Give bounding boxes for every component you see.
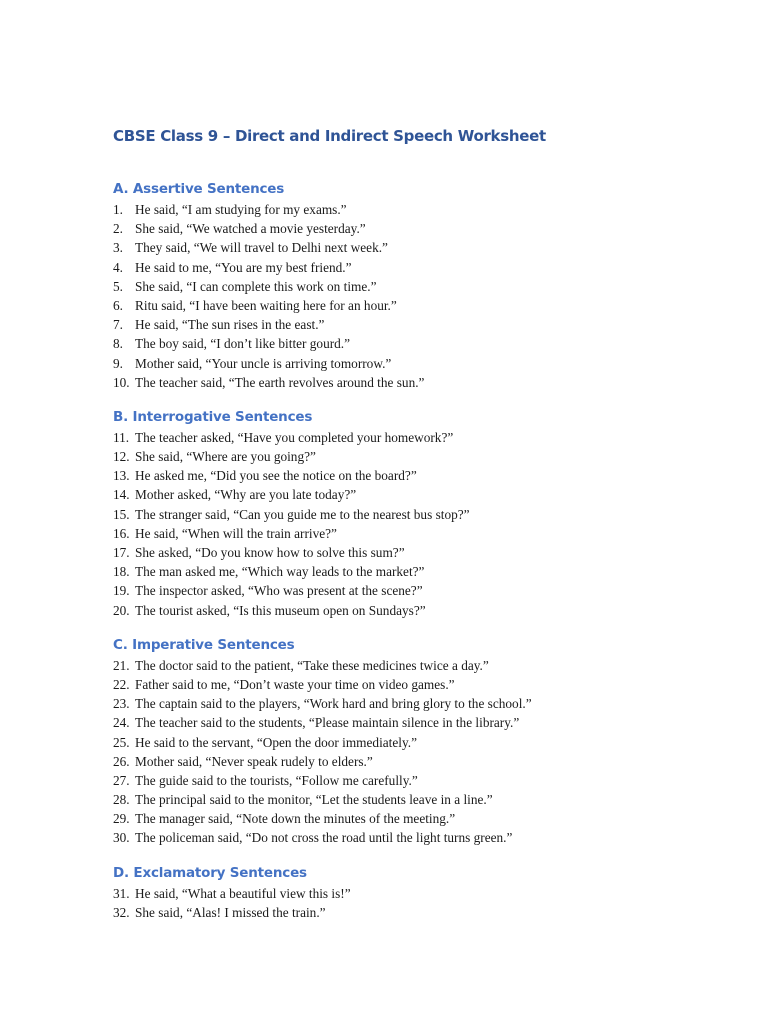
section-heading: A. Assertive Sentences — [113, 181, 285, 197]
item-sentence: She said, “Where are you going?” — [135, 449, 316, 465]
list-item — [113, 447, 743, 466]
list-item — [113, 771, 743, 790]
list-item — [113, 428, 743, 447]
item-number: 13. — [113, 468, 130, 484]
item-sentence: The teacher said to the students, “Please maintain silence in the library.” — [135, 715, 520, 731]
list-item — [113, 543, 743, 562]
list-item — [113, 277, 743, 296]
list-item — [113, 219, 743, 238]
item-sentence: The stranger said, “Can you guide me to the nearest bus stop?” — [135, 506, 470, 522]
list-item — [113, 694, 743, 713]
item-sentence: He asked me, “Did you see the notice on the board?” — [135, 468, 417, 484]
list-item — [113, 296, 743, 315]
item-number: 9. — [113, 355, 123, 371]
item-sentence: The policeman said, “Do not cross the road until the light turns green.” — [135, 830, 513, 846]
item-sentence: She said, “I can complete this work on time.” — [135, 278, 377, 294]
item-sentence: He said, “When will the train arrive?” — [135, 525, 337, 541]
item-number: 27. — [113, 772, 130, 788]
list-item — [113, 790, 743, 809]
item-number: 10. — [113, 374, 130, 390]
item-number: 16. — [113, 525, 130, 541]
list-item — [113, 373, 743, 392]
item-sentence: The teacher said, “The earth revolves around the sun.” — [135, 374, 425, 390]
list-item — [113, 315, 743, 334]
item-number: 32. — [113, 904, 130, 920]
item-sentence: They said, “We will travel to Delhi next week.” — [135, 240, 388, 256]
sentence-list — [113, 200, 743, 392]
item-sentence: The principal said to the monitor, “Let the students leave in a line.” — [135, 792, 493, 808]
section — [113, 862, 743, 922]
list-item — [113, 656, 743, 675]
list-item — [113, 485, 743, 504]
list-item — [113, 505, 743, 524]
item-number: 20. — [113, 602, 130, 618]
sections-container — [113, 178, 743, 922]
item-number: 28. — [113, 792, 130, 808]
item-number: 12. — [113, 449, 130, 465]
list-item — [113, 601, 743, 620]
item-number: 6. — [113, 297, 123, 313]
item-number: 2. — [113, 221, 123, 237]
item-sentence: He said, “What a beautiful view this is!” — [135, 885, 351, 901]
list-item — [113, 903, 743, 922]
worksheet-page — [113, 124, 743, 922]
list-item — [113, 258, 743, 277]
item-sentence: The doctor said to the patient, “Take these medicines twice a day.” — [135, 657, 489, 673]
sentence-list — [113, 656, 743, 848]
item-number: 23. — [113, 696, 130, 712]
item-sentence: The man asked me, “Which way leads to the market?” — [135, 564, 425, 580]
item-sentence: The teacher asked, “Have you completed your homework?” — [135, 429, 454, 445]
item-sentence: Mother said, “Never speak rudely to elders.” — [135, 753, 373, 769]
item-number: 15. — [113, 506, 130, 522]
item-sentence: She asked, “Do you know how to solve this sum?” — [135, 545, 405, 560]
item-number: 7. — [113, 317, 123, 333]
item-number: 1. — [113, 202, 123, 217]
item-sentence: Mother said, “Your uncle is arriving tomorrow.” — [135, 355, 392, 371]
list-item — [113, 200, 743, 219]
list-item — [113, 675, 743, 694]
item-number: 30. — [113, 830, 130, 846]
item-number: 29. — [113, 811, 130, 827]
item-sentence: The manager said, “Note down the minutes of the meeting.” — [135, 811, 456, 827]
list-item — [113, 713, 743, 732]
item-number: 22. — [113, 676, 130, 692]
item-sentence: The captain said to the players, “Work hard and bring glory to the school.” — [135, 696, 532, 712]
item-sentence: He said, “I am studying for my exams.” — [135, 202, 347, 217]
section-heading: C. Imperative Sentences — [113, 636, 295, 653]
item-sentence: He said to me, “You are my best friend.” — [135, 259, 352, 275]
section — [113, 634, 743, 848]
item-number: 21. — [113, 657, 130, 673]
item-number: 19. — [113, 583, 130, 599]
item-number: 17. — [113, 545, 130, 560]
list-item — [113, 354, 743, 373]
item-number: 18. — [113, 564, 130, 580]
list-item — [113, 466, 743, 485]
list-item — [113, 581, 743, 600]
list-item — [113, 334, 743, 353]
page-title: CBSE Class 9 – Direct and Indirect Speech Worksheet — [113, 127, 546, 145]
item-number: 4. — [113, 259, 123, 275]
section — [113, 178, 743, 392]
item-sentence: She said, “We watched a movie yesterday.” — [135, 221, 366, 237]
item-number: 14. — [113, 487, 130, 503]
list-item — [113, 884, 743, 903]
list-item — [113, 524, 743, 543]
item-sentence: He said to the servant, “Open the door immediately.” — [135, 734, 417, 750]
list-item — [113, 733, 743, 752]
section-heading: B. Interrogative Sentences — [113, 408, 313, 425]
item-number: 24. — [113, 715, 130, 731]
sentence-list — [113, 428, 743, 620]
section-heading: D. Exclamatory Sentences — [113, 864, 307, 881]
sentence-list — [113, 884, 743, 922]
section — [113, 406, 743, 620]
list-item — [113, 562, 743, 581]
item-number: 25. — [113, 734, 130, 750]
item-sentence: The tourist asked, “Is this museum open on Sundays?” — [135, 602, 426, 618]
item-sentence: She said, “Alas! I missed the train.” — [135, 904, 326, 920]
item-number: 31. — [113, 885, 130, 901]
item-sentence: The inspector asked, “Who was present at the scene?” — [135, 583, 423, 599]
list-item — [113, 828, 743, 847]
item-sentence: Mother asked, “Why are you late today?” — [135, 487, 357, 503]
item-sentence: Ritu said, “I have been waiting here for an hour.” — [135, 297, 397, 313]
item-sentence: He said, “The sun rises in the east.” — [135, 317, 325, 333]
list-item — [113, 752, 743, 771]
item-number: 11. — [113, 429, 130, 445]
list-item — [113, 809, 743, 828]
item-sentence: The guide said to the tourists, “Follow me carefully.” — [135, 772, 418, 788]
item-number: 26. — [113, 753, 130, 769]
item-number: 5. — [113, 278, 123, 294]
item-sentence: Father said to me, “Don’t waste your time on video games.” — [135, 676, 455, 692]
list-item — [113, 238, 743, 257]
item-number: 3. — [113, 240, 123, 256]
item-number: 8. — [113, 336, 123, 352]
item-sentence: The boy said, “I don’t like bitter gourd.” — [135, 336, 351, 352]
